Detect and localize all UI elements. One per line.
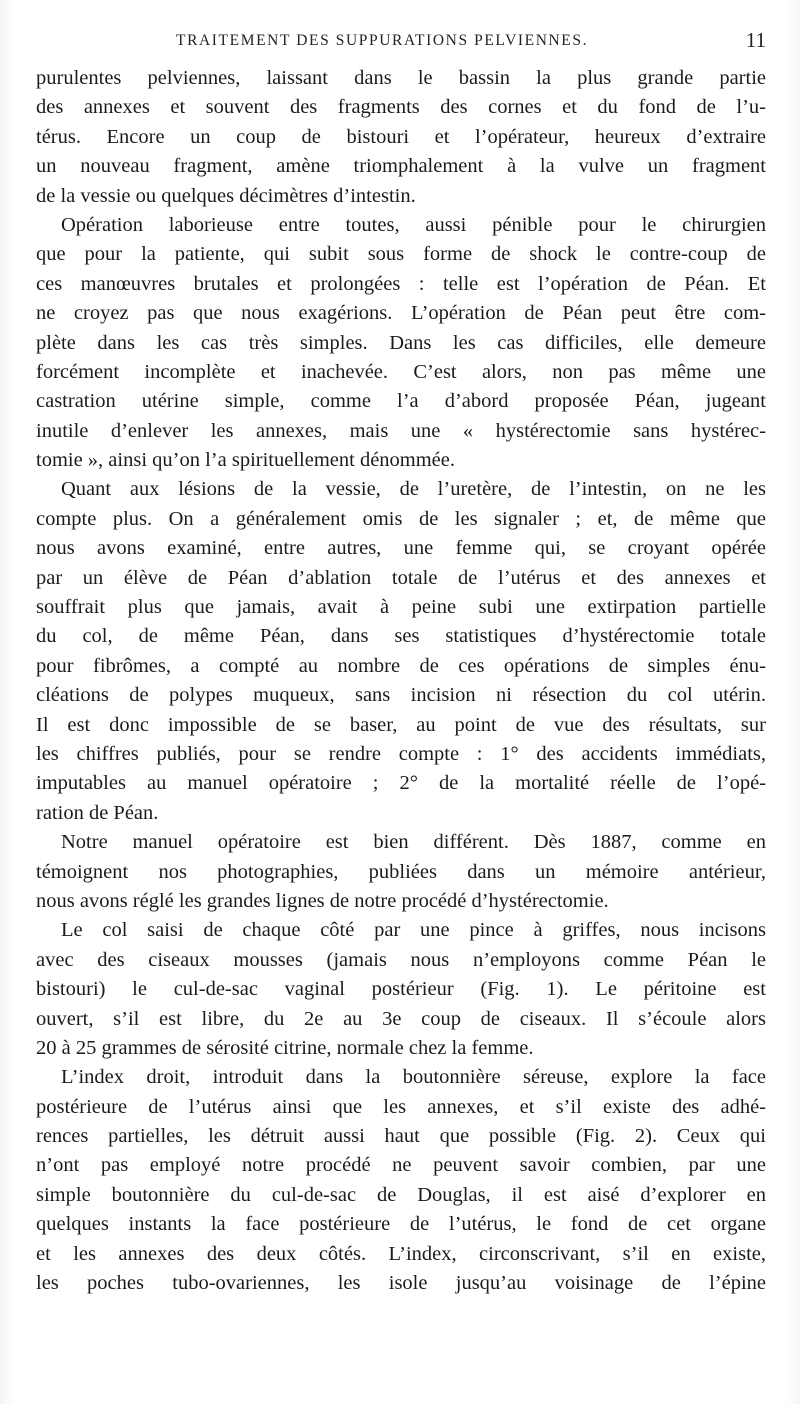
- text-line: postérieure de l’utérus ainsi que les annexes, et s’il existe des adhé-: [36, 1095, 766, 1118]
- text-line: de la vessie ou quelques décimètres d’intestin.: [36, 184, 416, 207]
- text-line: Quant aux lésions de la vessie, de l’uretère, de l’intestin, on ne les: [61, 478, 766, 501]
- text-line: nous avons réglé les grandes lignes de notre procédé d’hystérectomie.: [36, 889, 609, 912]
- text-line: castration utérine simple, comme l’a d’abord proposée Péan, jugeant: [36, 390, 766, 413]
- text-line: avec des ciseaux mousses (jamais nous n’employons comme Péan le: [36, 948, 766, 971]
- text-line: un nouveau fragment, amène triomphalement à la vulve un fragment: [36, 155, 766, 178]
- text-line: du col, de même Péan, dans ses statistiques d’hystérectomie totale: [36, 625, 766, 648]
- text-line: plète dans les cas très simples. Dans les cas difficiles, elle demeure: [36, 331, 766, 354]
- text-line: et les annexes des deux côtés. L’index, circonscrivant, s’il en existe,: [36, 1242, 766, 1265]
- text-line: souffrait plus que jamais, avait à peine subi une extirpation partielle: [36, 596, 766, 619]
- text-line: bistouri) le cul-de-sac vaginal postérieur (Fig. 1). Le péritoine est: [36, 978, 766, 1001]
- text-line: inutile d’enlever les annexes, mais une « hystérectomie sans hystérec-: [36, 419, 766, 442]
- text-line: térus. Encore un coup de bistouri et l’opérateur, heureux d’extraire: [36, 125, 766, 148]
- text-line: ouvert, s’il est libre, du 2e au 3e coup de ciseaux. Il s’écoule alors: [36, 1007, 766, 1030]
- text-line: que pour la patiente, qui subit sous forme de shock le contre-coup de: [36, 243, 766, 266]
- text-line: des annexes et souvent des fragments des cornes et du fond de l’u-: [36, 96, 766, 119]
- text-line: Notre manuel opératoire est bien différent. Dès 1887, comme en: [61, 831, 766, 854]
- running-title: TRAITEMENT DES SUPPURATIONS PELVIENNES.: [176, 32, 589, 49]
- text-line: compte plus. On a généralement omis de les signaler ; et, de même que: [36, 507, 766, 530]
- body-text: [36, 64, 766, 1298]
- text-line: cléations de polypes muqueux, sans incision ni résection du col utérin.: [36, 684, 766, 707]
- text-line: par un élève de Péan d’ablation totale de l’utérus et des annexes et: [36, 566, 766, 589]
- text-line: L’index droit, introduit dans la boutonnière séreuse, explore la face: [61, 1066, 766, 1089]
- text-line: ration de Péan.: [36, 801, 159, 824]
- text-line: Il est donc impossible de se baser, au point de vue des résultats, sur: [36, 713, 766, 736]
- text-line: purulentes pelviennes, laissant dans le bassin la plus grande partie: [36, 67, 766, 89]
- text-line: imputables au manuel opératoire ; 2° de la mortalité réelle de l’opé-: [36, 772, 766, 795]
- text-line: quelques instants la face postérieure de l’utérus, le fond de cet organe: [36, 1213, 766, 1236]
- text-line: les chiffres publiés, pour se rendre compte : 1° des accidents immédiats,: [36, 742, 766, 765]
- text-line: ne croyez pas que nous exagérions. L’opération de Péan peut être com-: [36, 302, 766, 325]
- text-line: tomie », ainsi qu’on l’a spirituellement dénommée.: [36, 449, 456, 472]
- text-line: rences partielles, les détruit aussi haut que possible (Fig. 2). Ceux qui: [36, 1125, 766, 1148]
- text-line: pour fibrômes, a compté au nombre de ces opérations de simples énu-: [36, 654, 766, 677]
- text-line: nous avons examiné, entre autres, une femme qui, se croyant opérée: [36, 537, 766, 560]
- page-header: [36, 28, 766, 54]
- text-line: témoignent nos photographies, publiées dans un mémoire antérieur,: [36, 860, 766, 883]
- text-line: Le col saisi de chaque côté par une pince à griffes, nous incisons: [61, 919, 766, 942]
- text-line: ces manœuvres brutales et prolongées : telle est l’opération de Péan. Et: [36, 272, 766, 295]
- text-line: n’ont pas employé notre procédé ne peuvent savoir combien, par une: [36, 1154, 766, 1177]
- text-line: 20 à 25 grammes de sérosité citrine, normale chez la femme.: [36, 1036, 534, 1059]
- text-line: forcément incomplète et inachevée. C’est alors, non pas même une: [36, 360, 766, 383]
- text-line: les poches tubo-ovariennes, les isole jusqu’au voisinage de l’épine: [36, 1272, 766, 1295]
- text-line: simple boutonnière du cul-de-sac de Douglas, il est aisé d’explorer en: [36, 1183, 766, 1206]
- page-number: 11: [745, 28, 766, 52]
- text-line: Opération laborieuse entre toutes, aussi pénible pour le chirurgien: [61, 213, 766, 236]
